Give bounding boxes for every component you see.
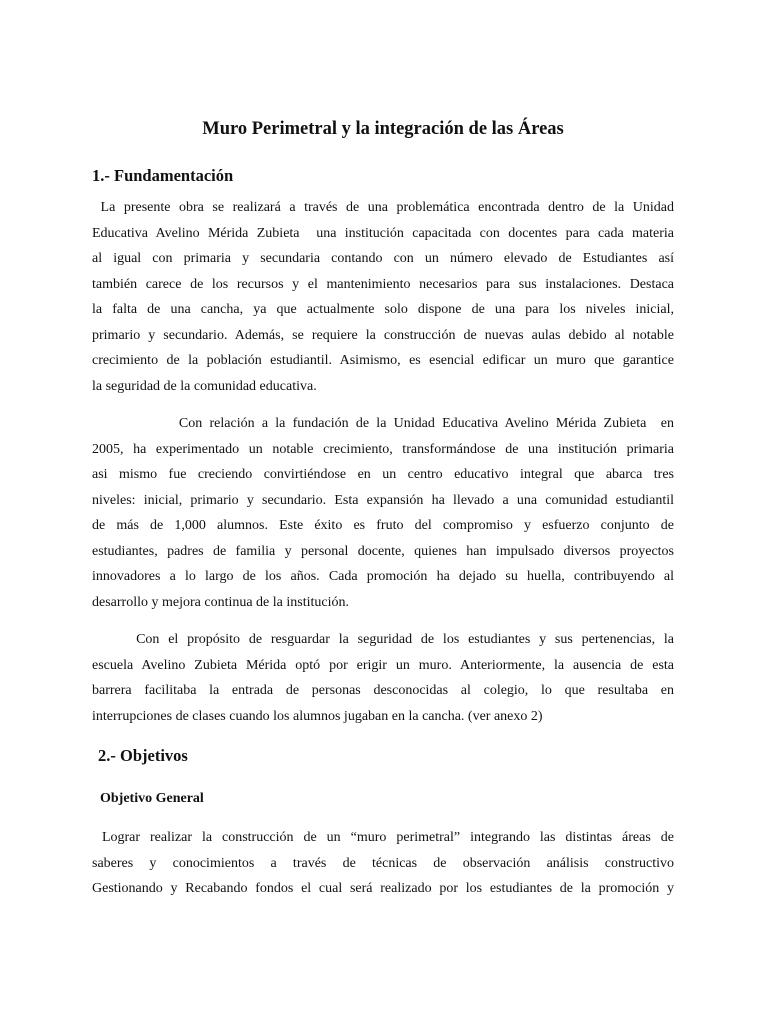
paragraph-objetivo-general (92, 825, 674, 902)
text-line: Educativa Avelino Mérida Zubieta una institución capacitada con docentes para cada materia (92, 225, 674, 241)
text-line: barrera facilitaba la entrada de personas desconocidas al colegio, lo que resultaba en (92, 683, 674, 698)
text-line: asi mismo fue creciendo convirtiéndose en un centro educativo integral que abarca tres (92, 467, 674, 482)
subheading-objetivo-general: Objetivo General (100, 791, 204, 806)
text-line: interrupciones de clases cuando los alumnos jugaban en la cancha. (ver anexo 2) (92, 708, 543, 724)
text-line: 2005, ha experimentado un notable crecimiento, transformándose de una institución primaria (92, 441, 674, 457)
text-line: innovadores a lo largo de los años. Cada promoción ha dejado su huella, contribuyendo al (92, 569, 674, 584)
text-line: primario y secundario. Además, se requiere la construcción de nuevas aulas debido al notable (92, 327, 674, 343)
text-line: saberes y conocimientos a través de técnicas de observación análisis constructivo (92, 855, 674, 871)
text-line: niveles: inicial, primario y secundario. Esta expansión ha llevado a una comunidad estudiantil (92, 492, 674, 508)
text-line: la seguridad de la comunidad educativa. (92, 378, 317, 394)
section-heading-fundamentacion: 1.- Fundamentación (92, 166, 234, 185)
text-line: al igual con primaria y secundaria contando con un número elevado de Estudiantes así (92, 251, 674, 266)
text-line: la falta de una cancha, ya que actualmente solo dispone de una para los niveles inicial, (92, 302, 674, 317)
text-line: Con el propósito de resguardar la seguridad de los estudiantes y sus pertenencias, la (92, 632, 674, 647)
text-line: Con relación a la fundación de la Unidad Educativa Avelino Mérida Zubieta en (92, 416, 674, 431)
paragraph-fundamentacion-3 (92, 627, 674, 729)
text-line: de más de 1,000 alumnos. Este éxito es fruto del compromiso y esfuerzo conjunto de (92, 518, 674, 533)
text-line: La presente obra se realizará a través de una problemática encontrada dentro de la Unidad (92, 200, 674, 215)
text-line: desarrollo y mejora continua de la institución. (92, 594, 349, 610)
text-line: también carece de los recursos y el mantenimiento necesarios para sus instalaciones. Destaca (92, 276, 674, 292)
section-heading-objetivos: 2.- Objetivos (98, 746, 188, 765)
paragraph-fundamentacion-1 (92, 195, 674, 399)
text-line: crecimiento de la población estudiantil. Asimismo, es esencial edificar un muro que garantice (92, 353, 674, 368)
text-line: Lograr realizar la construcción de un “muro perimetral” integrando las distintas áreas de (92, 830, 674, 845)
paragraph-fundamentacion-2 (92, 411, 674, 615)
text-line: estudiantes, padres de familia y personal docente, quienes han impulsado diversos proyectos (92, 543, 674, 559)
text-line: Gestionando y Recabando fondos el cual será realizado por los estudiantes de la promoción y (92, 881, 674, 896)
document-title: Muro Perimetral y la integración de las Áreas (202, 119, 564, 139)
text-line: escuela Avelino Zubieta Mérida optó por erigir un muro. Anteriormente, la ausencia de esta (92, 657, 674, 673)
